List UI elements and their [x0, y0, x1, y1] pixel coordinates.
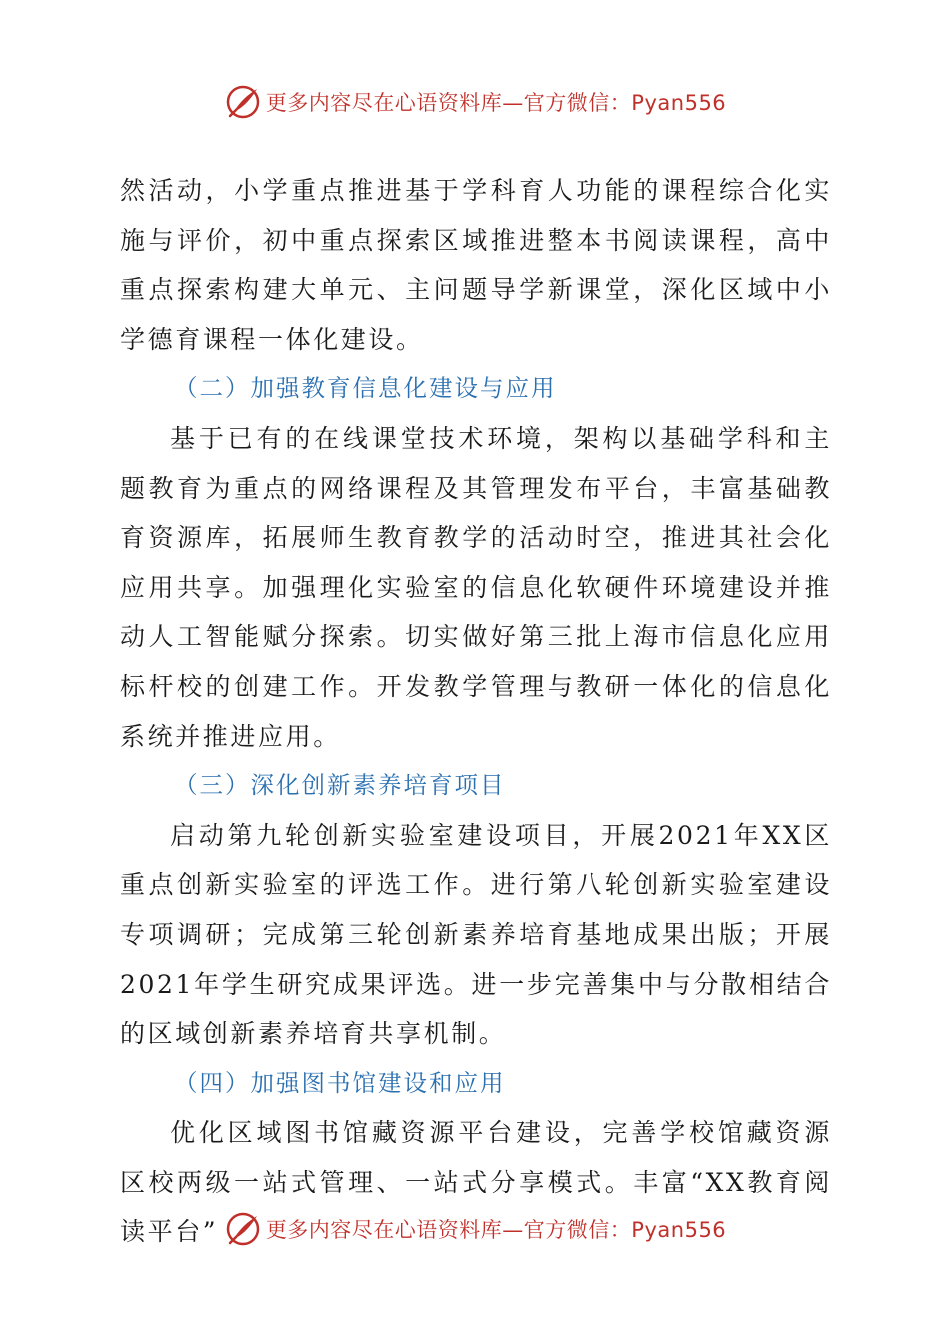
header-banner	[0, 82, 950, 122]
paragraph-4: 优化区域图书馆藏资源平台建设，完善学校馆藏资源区校两级一站式管理、一站式分享模式。丰富“XX教育阅读平台”	[120, 1118, 832, 1247]
document-body	[120, 166, 832, 1257]
footer-banner	[0, 1209, 950, 1249]
banner-text: 更多内容尽在心语资料库—官方微信：Pyan556	[265, 1218, 727, 1242]
paragraph-2: 基于已有的在线课堂技术环境，架构以基础学科和主题教育为重点的网络课程及其管理发布平台，丰富基础教育资源库，拓展师生教育教学的活动时空，推进其社会化应用共享。加强理化实验室的信息化软硬件环境建设并推动人工智能赋分探索。切实做好第三批上海市信息化应用标杆校的创建工作。开发教学管理与教研一体化的信息化系统并推进应用。	[120, 423, 832, 751]
paragraph-3: 启动第九轮创新实验室建设项目，开展2021年XX区重点创新实验室的评选工作。进行第八轮创新实验室建设专项调研；完成第三轮创新素养培育基地成果出版；开展2021年学生研究成果评选。进一步完善集中与分散相结合的区域创新素养培育共享机制。	[120, 820, 832, 1049]
paragraph-1: 然活动，小学重点推进基于学科育人功能的课程综合化实施与评价，初中重点探索区域推进整本书阅读课程，高中重点探索构建大单元、主问题导学新课堂，深化区域中小学德育课程一体化建设。	[120, 176, 832, 354]
section-heading-2: （二）加强教育信息化建设与应用	[174, 374, 557, 403]
section-heading-3: （三）深化创新素养培育项目	[174, 771, 506, 800]
quill-logo-icon	[224, 83, 262, 121]
quill-logo-icon	[224, 1210, 262, 1248]
section-heading-4: （四）加强图书馆建设和应用	[174, 1068, 506, 1097]
banner-text: 更多内容尽在心语资料库—官方微信：Pyan556	[265, 91, 727, 115]
